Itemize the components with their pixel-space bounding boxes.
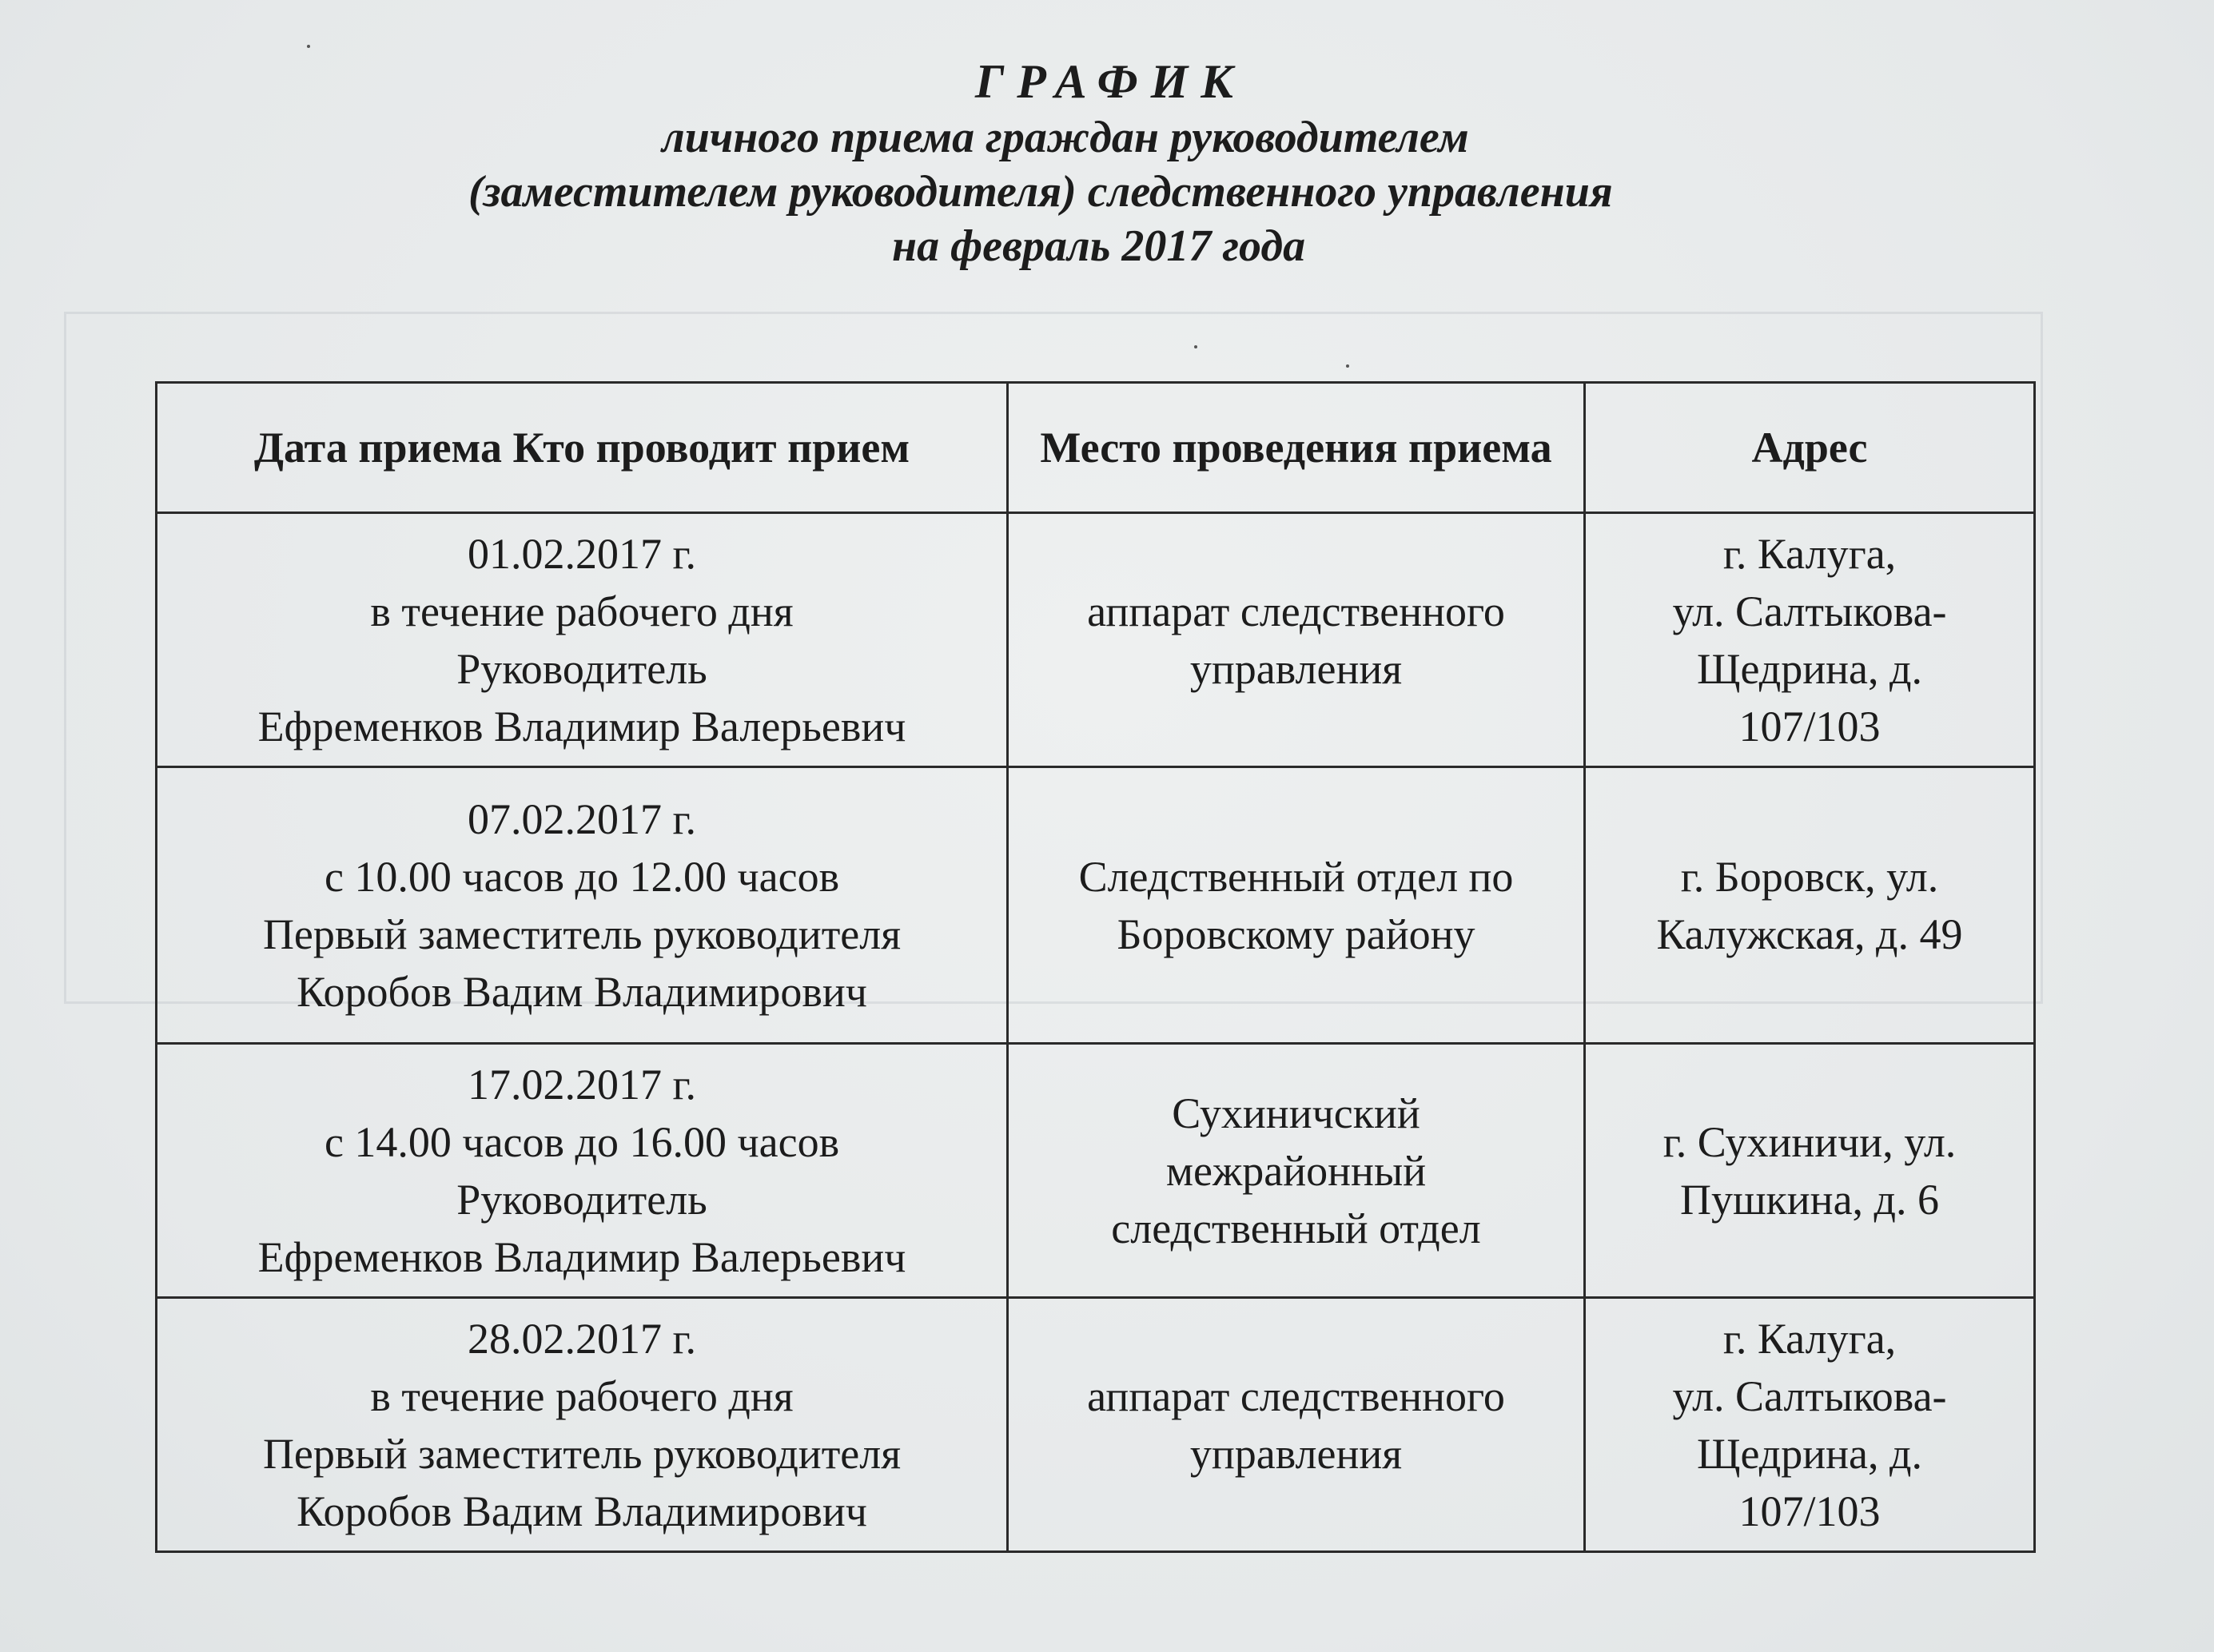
row-person: Ефременков Владимир Валерьевич [257, 702, 906, 750]
scan-speck [307, 45, 310, 48]
header-place-label-1: Место [1040, 424, 1162, 472]
row-place-line: Сухиничский [1172, 1089, 1420, 1137]
row-address-line: ул. Салтыкова- [1672, 1371, 1947, 1420]
cell-address [1585, 513, 2035, 767]
row-date: 01.02.2017 г. [467, 529, 697, 578]
scan-speck [1194, 345, 1197, 348]
row-position: Руководитель [456, 644, 707, 693]
row-address-line: Калужская, д. 49 [1656, 910, 1963, 958]
row-time: с 14.00 часов до 16.00 часов [324, 1117, 840, 1166]
row-time: в течение рабочего дня [370, 587, 794, 635]
cell-place [1008, 767, 1585, 1044]
document-heading: ГРАФИК [975, 55, 1246, 108]
header-date-label: Дата приема [253, 424, 502, 472]
row-address-line: ул. Салтыкова- [1672, 587, 1947, 635]
header-place [1008, 383, 1585, 513]
row-time: с 10.00 часов до 12.00 часов [324, 852, 840, 901]
cell-date-who [157, 513, 1008, 767]
cell-place [1008, 513, 1585, 767]
row-address-line: 107/103 [1738, 702, 1881, 750]
row-address-line: Щедрина, д. [1697, 644, 1922, 693]
table-header-row [157, 383, 2035, 513]
row-date: 17.02.2017 г. [467, 1060, 697, 1109]
cell-date-who [157, 767, 1008, 1044]
row-person: Коробов Вадим Владимирович [297, 967, 867, 1016]
cell-date-who [157, 1298, 1008, 1552]
row-position: Первый заместитель руководителя [262, 1429, 902, 1478]
row-address-line: 107/103 [1738, 1487, 1881, 1535]
cell-date-who [157, 1044, 1008, 1298]
row-address-line: г. Калуга, [1722, 1314, 1897, 1363]
scan-speck [1346, 364, 1349, 368]
header-place-label-2: проведения приема [1172, 424, 1552, 472]
table-row [157, 767, 2035, 1044]
cell-place [1008, 1298, 1585, 1552]
row-place-line: управления [1189, 1429, 1403, 1478]
table-row [157, 1298, 2035, 1552]
document-subtitle-line-3: на февраль 2017 года [892, 221, 1306, 271]
row-address-line: Пушкина, д. 6 [1679, 1175, 1940, 1224]
document-subtitle-line-1: личного приема граждан руководителем [662, 113, 1469, 162]
header-who-label: Кто проводит прием [512, 424, 910, 472]
row-place-line: управления [1189, 644, 1403, 693]
row-place-line: аппарат следственного [1087, 587, 1505, 635]
row-time: в течение рабочего дня [370, 1371, 794, 1420]
row-position: Руководитель [456, 1175, 707, 1224]
row-date: 07.02.2017 г. [467, 794, 697, 843]
header-date-who [157, 383, 1008, 513]
cell-address [1585, 1044, 2035, 1298]
document-subtitle-line-2: (заместителем руководителя) следственного управления [468, 167, 1613, 217]
schedule-table [155, 381, 2036, 1553]
row-person: Коробов Вадим Владимирович [297, 1487, 867, 1535]
row-person: Ефременков Владимир Валерьевич [257, 1232, 906, 1281]
row-place-line: Боровскому району [1117, 910, 1475, 958]
row-address-line: г. Сухиничи, ул. [1662, 1117, 1957, 1166]
row-place-line: Следственный отдел по [1078, 852, 1514, 901]
cell-place [1008, 1044, 1585, 1298]
cell-address [1585, 1298, 2035, 1552]
row-address-line: г. Боровск, ул. [1680, 852, 1939, 901]
row-address-line: Щедрина, д. [1697, 1429, 1922, 1478]
row-place-line: следственный отдел [1111, 1204, 1481, 1252]
table-row [157, 513, 2035, 767]
row-date: 28.02.2017 г. [467, 1314, 697, 1363]
table-row [157, 1044, 2035, 1298]
header-address-label: Адрес [1751, 424, 1868, 472]
cell-address [1585, 767, 2035, 1044]
row-position: Первый заместитель руководителя [262, 910, 902, 958]
row-address-line: г. Калуга, [1722, 529, 1897, 578]
row-place-line: аппарат следственного [1087, 1371, 1505, 1420]
row-place-line: межрайонный [1165, 1146, 1427, 1195]
header-address [1585, 383, 2035, 513]
